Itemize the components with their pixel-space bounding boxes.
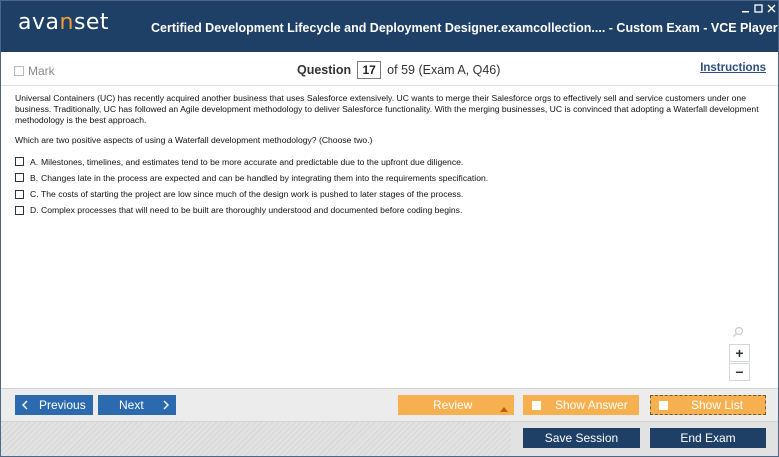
instructions-link[interactable]: Instructions <box>700 62 766 74</box>
chevron-right-icon <box>163 395 170 415</box>
answer-option-d[interactable] <box>15 205 764 216</box>
maximize-icon[interactable] <box>753 3 764 14</box>
answer-checkbox[interactable] <box>15 190 24 199</box>
show-answer-label: Show Answer <box>555 398 628 412</box>
option-letter: C. <box>30 189 39 200</box>
answer-option-b[interactable] <box>15 172 764 183</box>
question-panel <box>1 87 778 387</box>
option-letter: B. <box>30 172 39 183</box>
mark-checkbox[interactable] <box>14 64 55 78</box>
close-icon[interactable] <box>766 3 777 14</box>
app-logo: avanset <box>18 10 110 35</box>
footer-bar <box>1 421 778 456</box>
question-navigator <box>297 61 500 79</box>
answer-checkbox[interactable] <box>15 173 24 182</box>
next-label: Next <box>119 398 144 412</box>
navigation-bar <box>1 388 778 421</box>
question-count-text: of 59 (Exam A, Q46) <box>387 63 501 77</box>
review-button[interactable] <box>398 395 514 415</box>
show-list-label: Show List <box>691 398 744 412</box>
answer-option-c[interactable] <box>15 189 764 200</box>
title-bar <box>1 1 778 52</box>
question-label: Question <box>297 63 352 77</box>
next-button[interactable] <box>98 395 176 415</box>
answer-option-a[interactable] <box>15 156 764 167</box>
question-number-input[interactable] <box>357 61 381 79</box>
window-title: Certified Development Lifecycle and Deployment Designer.examcollection.... - Custom Exam - VCE Player <box>151 21 778 35</box>
caret-up-icon <box>500 401 508 415</box>
show-list-checkbox[interactable] <box>659 401 668 410</box>
option-text: Changes late in the process are expected and can be handled by integrating them into the requirements specification. <box>41 172 489 183</box>
end-exam-button[interactable]: End Exam <box>650 428 766 448</box>
review-label: Review <box>433 398 473 412</box>
option-text: Complex processes that will need to be built are thoroughly understood and documented before coding begins. <box>41 205 463 216</box>
answer-options <box>15 156 764 216</box>
option-letter: A. <box>30 156 39 167</box>
previous-label: Previous <box>39 398 86 412</box>
show-answer-checkbox[interactable] <box>532 401 541 410</box>
answer-checkbox[interactable] <box>15 206 24 215</box>
option-letter: D. <box>30 205 39 216</box>
zoom-out-button[interactable]: − <box>729 363 750 381</box>
show-answer-button[interactable] <box>523 395 639 415</box>
mark-checkbox-box[interactable] <box>14 66 24 76</box>
zoom-in-button[interactable]: + <box>729 344 750 362</box>
minimize-icon[interactable] <box>740 3 751 14</box>
zoom-search-icon <box>732 325 744 337</box>
show-list-button[interactable] <box>650 395 766 415</box>
question-prompt: Which are two positive aspects of using a Waterfall development methodology? (Choose two.) <box>15 135 373 145</box>
question-stem: Universal Containers (UC) has recently acquired another business that uses Salesforce extensively. UC wants to merge their Salesforce orgs to effectively sell and service customers under one business. Traditionally, UC has followed an Agile development methodology to deliver Salesforce functionality. With the merging businesses, UC is convinced that adopting a Waterfall development methodology is the best approach. <box>15 93 759 125</box>
option-text: The costs of starting the project are low since much of the design work is pushed to later stages of the process. <box>41 189 464 200</box>
mark-label: Mark <box>28 64 55 78</box>
option-text: Milestones, timelines, and estimates tend to be more accurate and predictable due to the upfront due diligence. <box>41 156 464 167</box>
chevron-left-icon <box>21 395 28 415</box>
previous-button[interactable] <box>15 395 93 415</box>
footer-pattern <box>1 422 511 457</box>
save-session-button[interactable]: Save Session <box>523 428 640 448</box>
question-toolbar <box>1 52 778 86</box>
answer-checkbox[interactable] <box>15 157 24 166</box>
